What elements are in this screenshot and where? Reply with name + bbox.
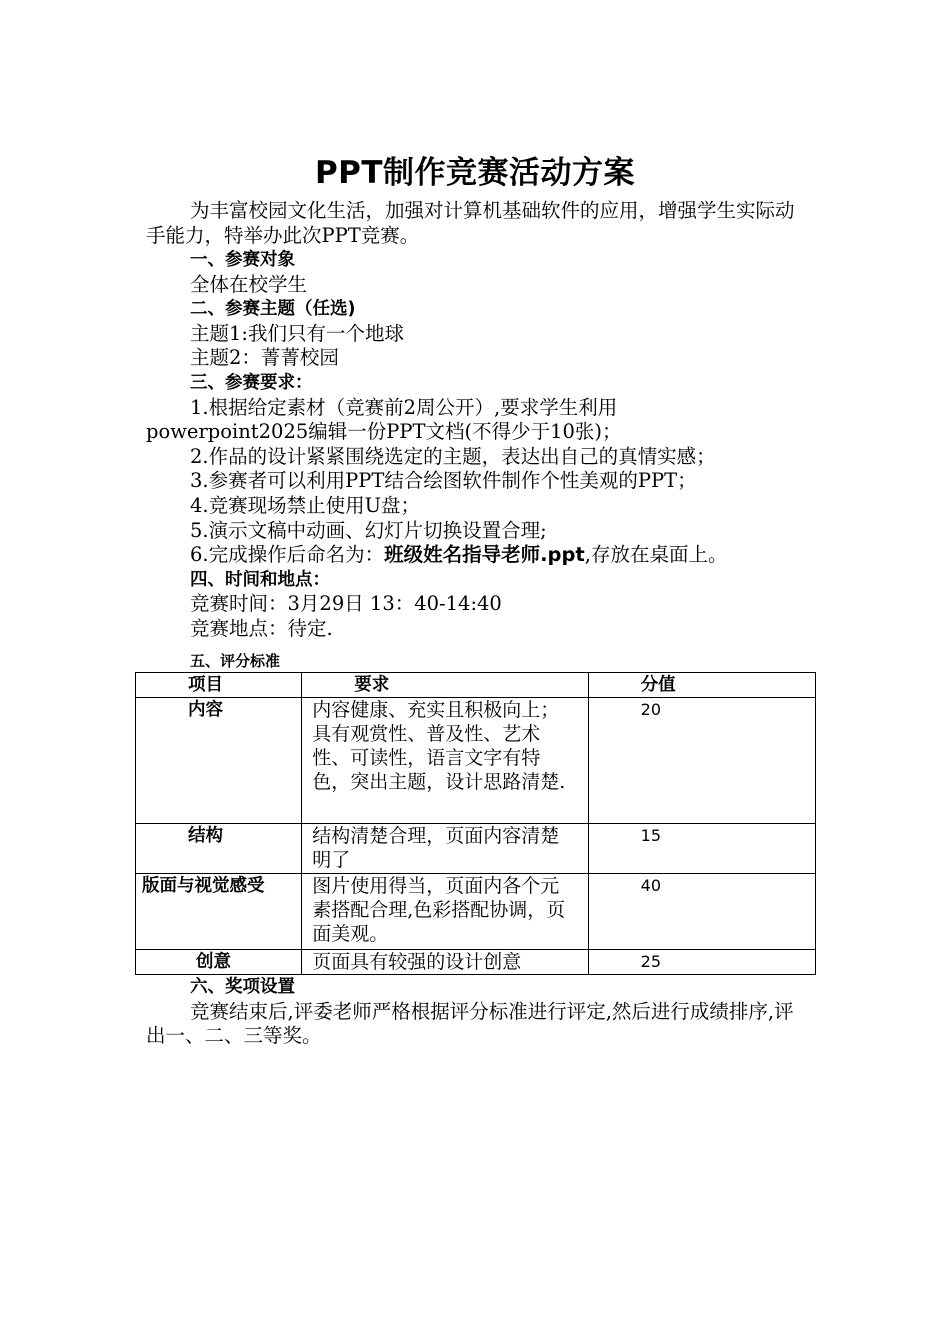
requirement-3: 3.参赛者可以利用PPT结合绘图软件制作个性美观的PPT； <box>190 469 697 493</box>
row-item: 结构 <box>136 824 302 874</box>
requirement-6-suffix: ,存放在桌面上。 <box>584 543 728 567</box>
document-title: PPT制作竞赛活动方案 <box>314 155 636 191</box>
table-header-row <box>136 673 816 698</box>
row-score: 20 <box>588 698 815 824</box>
header-score: 分值 <box>588 673 815 698</box>
requirement-1-line-2: powerpoint2025编辑一份PPT文档(不得少于10张)； <box>146 420 622 444</box>
header-item: 项目 <box>136 673 302 698</box>
requirement-4: 4.竞赛现场禁止使用U盘； <box>190 493 421 517</box>
section-5-heading: 五、评分标准 <box>190 652 281 670</box>
row-item: 内容 <box>136 698 302 824</box>
requirement-6 <box>146 543 806 568</box>
section-6-heading: 六、奖项设置 <box>190 977 295 997</box>
row-score: 25 <box>588 950 815 975</box>
theme-2: 主题2：菁菁校园 <box>190 346 339 370</box>
section-4-heading: 四、时间和地点： <box>190 569 330 590</box>
requirement-6-filename: 班级姓名指导老师.ppt <box>384 543 585 567</box>
table-row <box>136 874 816 950</box>
requirement-2: 2.作品的设计紧紧围绕选定的主题，表达出自己的真情实感； <box>190 444 716 468</box>
header-requirement: 要求 <box>302 673 588 698</box>
row-requirement: 页面具有较强的设计创意 <box>302 950 588 975</box>
row-requirement: 结构清楚合理，页面内容清楚明了 <box>302 824 588 874</box>
section-1-heading: 一、参赛对象 <box>190 250 295 270</box>
section-3-heading: 三、参赛要求： <box>190 372 313 393</box>
intro-paragraph: 为丰富校园文化生活，加强对计算机基础软件的应用，增强学生实际动手能力，特举办此次PPT竞赛。 <box>146 199 795 247</box>
section-6-text: 竞赛结束后,评委老师严格根据评分标准进行评定,然后进行成绩排序,评出一、二、三等奖。 <box>146 999 794 1048</box>
row-score: 40 <box>588 874 815 950</box>
row-requirement: 内容健康、充实且积极向上；具有观赏性、普及性、艺术性、可读性，语言文字有特色，突出主题，设计思路清楚. <box>302 698 588 824</box>
section-5-block <box>146 649 806 674</box>
competition-place: 竞赛地点：待定. <box>190 616 333 640</box>
row-item: 版面与视觉感受 <box>136 874 302 950</box>
table-row <box>136 950 816 975</box>
section-6-block <box>146 975 806 1049</box>
section-1-line: 全体在校学生 <box>190 272 308 296</box>
requirement-6-prefix: 6.完成操作后命名为： <box>190 543 385 567</box>
scoring-table <box>135 672 816 975</box>
row-item: 创意 <box>136 950 302 975</box>
requirement-1-line-1: 1.根据给定素材（竞赛前2周公开）,要求学生利用 <box>190 395 618 419</box>
table-row <box>136 824 816 874</box>
requirement-5: 5.演示文稿中动画、幻灯片切换设置合理; <box>190 518 547 542</box>
row-requirement: 图片使用得当，页面内各个元素搭配合理,色彩搭配协调，页面美观。 <box>302 874 588 950</box>
document-body-upper <box>146 198 806 642</box>
section-2-heading: 二、参赛主题（任选) <box>190 299 356 320</box>
table-row <box>136 698 816 824</box>
competition-time: 竞赛时间：3月29日 13：40-14:40 <box>190 592 502 616</box>
row-score: 15 <box>588 824 815 874</box>
theme-1: 主题1:我们只有一个地球 <box>190 321 404 345</box>
